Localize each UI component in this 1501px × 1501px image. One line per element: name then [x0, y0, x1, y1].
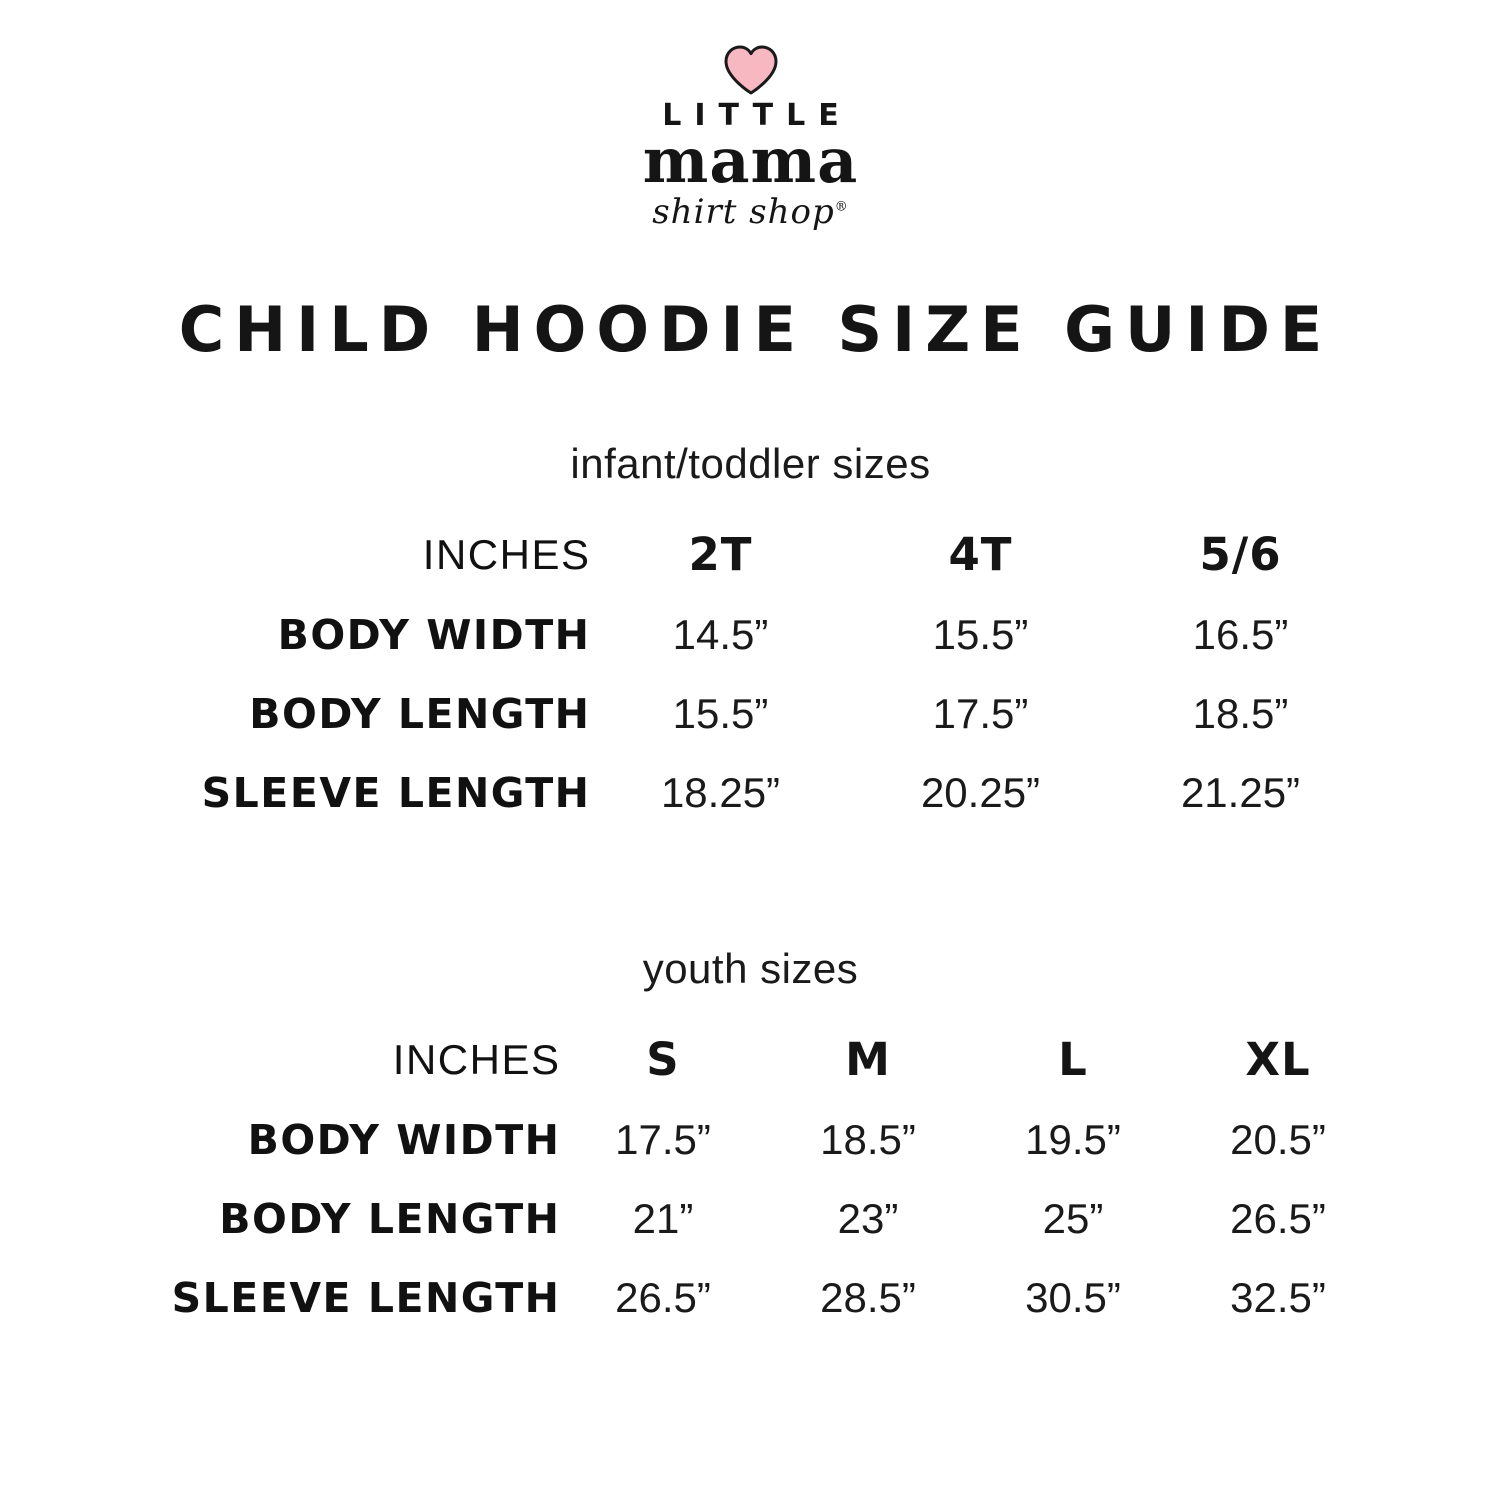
column-header-56: 5/6 [1199, 528, 1282, 582]
table-row [131, 596, 1371, 675]
cell-youth-sleeve-length-xl: 32.5” [1230, 1274, 1326, 1322]
table-row [121, 1101, 1381, 1180]
column-header-xl: XL [1245, 1033, 1311, 1087]
cell-youth-body-width-s: 17.5” [615, 1116, 711, 1164]
cell-youth-body-length-s: 21” [632, 1195, 694, 1243]
cell-youth-sleeve-length-s: 26.5” [615, 1274, 711, 1322]
unit-label-youth: INCHES [392, 1035, 561, 1083]
column-header-s: S [646, 1033, 680, 1087]
section-caption-youth: youth sizes [642, 944, 859, 992]
cell-youth-body-width-xl: 20.5” [1230, 1116, 1326, 1164]
page-title: CHILD HOODIE SIZE GUIDE [178, 292, 1333, 366]
cell-infant-sleeve-length-56: 21.25” [1180, 769, 1301, 817]
cell-youth-body-width-m: 18.5” [820, 1116, 916, 1164]
cell-infant-sleeve-length-4t: 20.25” [920, 769, 1041, 817]
table-row [121, 1019, 1381, 1101]
table-row [131, 675, 1371, 754]
brand-line-little: LITTLE [662, 98, 852, 133]
column-header-m: M [845, 1033, 891, 1087]
column-header-4t: 4T [948, 528, 1013, 582]
cell-youth-body-length-m: 23” [837, 1195, 899, 1243]
brand-shirtshop-text: shirt shop [652, 191, 835, 232]
row-label-sleeve-length: SLEEVE LENGTH [171, 1274, 561, 1323]
cell-infant-body-length-2t: 15.5” [672, 690, 769, 738]
table-row [131, 754, 1371, 833]
cell-infant-body-width-4t: 15.5” [932, 611, 1029, 659]
unit-label-infant: INCHES [422, 530, 591, 578]
cell-youth-sleeve-length-m: 28.5” [820, 1274, 916, 1322]
cell-youth-sleeve-length-l: 30.5” [1025, 1274, 1121, 1322]
row-label-body-length: BODY LENGTH [249, 690, 591, 739]
cell-youth-body-length-l: 25” [1042, 1195, 1104, 1243]
cell-infant-sleeve-length-2t: 18.25” [660, 769, 781, 817]
row-label-body-width: BODY WIDTH [247, 1116, 561, 1165]
row-label-body-length: BODY LENGTH [219, 1195, 561, 1244]
brand-line-mama: mama [642, 123, 859, 197]
row-label-body-width: BODY WIDTH [277, 611, 591, 660]
registered-mark: ® [834, 199, 849, 215]
table-row [121, 1180, 1381, 1259]
table-row [121, 1259, 1381, 1338]
column-header-2t: 2T [688, 528, 753, 582]
heart-icon [722, 44, 780, 96]
size-table-youth [121, 1019, 1381, 1338]
cell-youth-body-length-xl: 26.5” [1230, 1195, 1326, 1243]
cell-infant-body-length-4t: 17.5” [932, 690, 1029, 738]
brand-logo [0, 0, 1501, 231]
cell-infant-body-width-56: 16.5” [1192, 611, 1289, 659]
size-table-infant [131, 514, 1371, 833]
cell-youth-body-width-l: 19.5” [1025, 1116, 1121, 1164]
section-infant-toddler [0, 440, 1501, 833]
brand-line-shirtshop [0, 191, 1501, 232]
table-row [131, 514, 1371, 596]
row-label-sleeve-length: SLEEVE LENGTH [201, 769, 591, 818]
cell-infant-body-width-2t: 14.5” [672, 611, 769, 659]
column-header-l: L [1058, 1033, 1088, 1087]
cell-infant-body-length-56: 18.5” [1192, 690, 1289, 738]
section-youth [0, 945, 1501, 1338]
section-caption-infant: infant/toddler sizes [570, 439, 931, 487]
